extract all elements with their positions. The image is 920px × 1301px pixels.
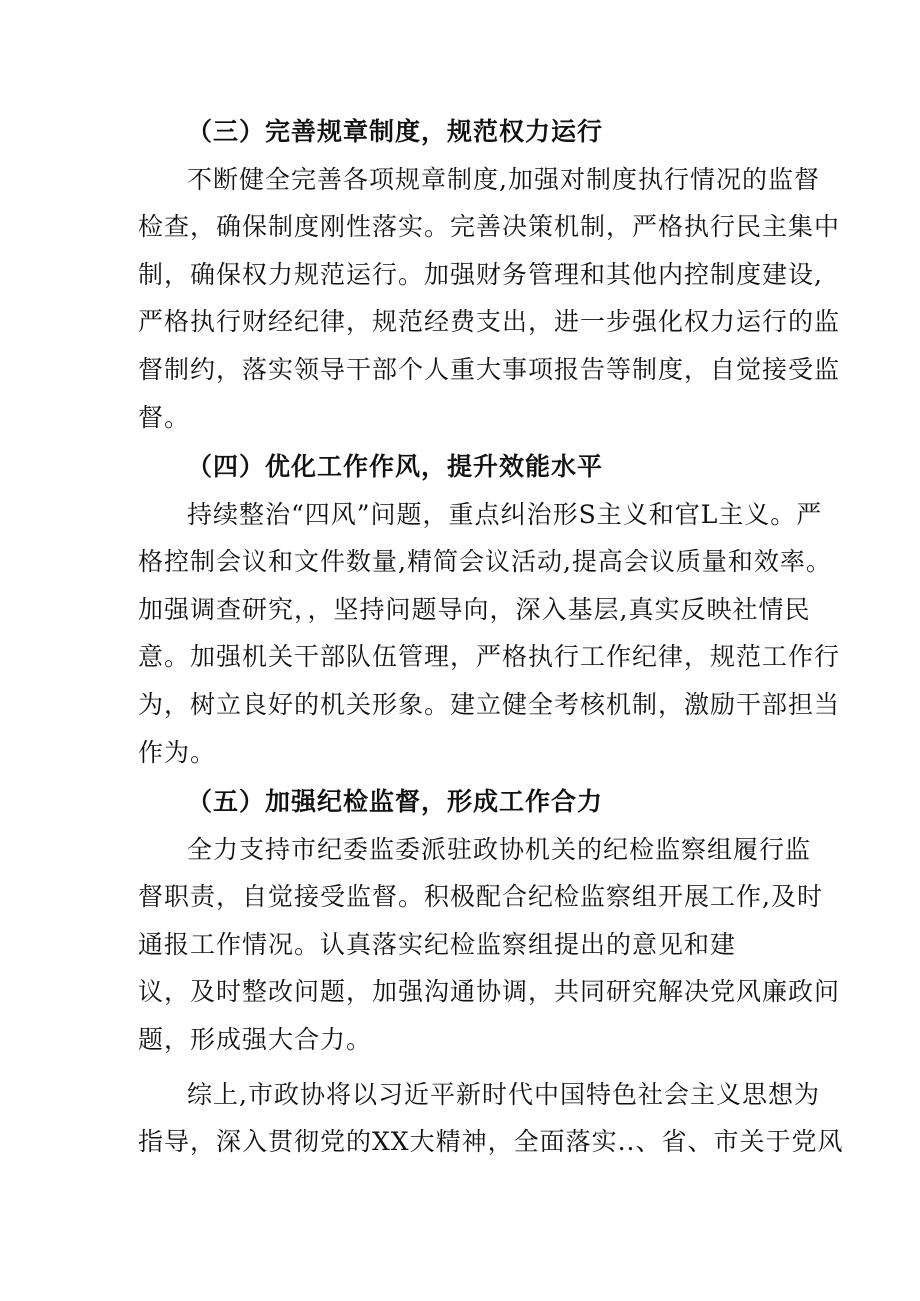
paragraph-line: 意。加强机关干部队伍管理，严格执行工作纪律，规范工作行 [138, 642, 841, 671]
paragraph-line: 督。 [138, 403, 191, 432]
paragraph-line: 为，树立良好的机关形象。建立健全考核机制，激励干部担当 [138, 690, 841, 719]
paragraph-line: 综上,市政协将以习近平新时代中国特色社会主义思想为 [187, 1080, 820, 1109]
section-heading-3: （三）完善规章制度，规范权力运行 [187, 117, 604, 146]
paragraph-line: 通报工作情况。认真落实纪检监察组提出的意见和建 [138, 930, 737, 959]
paragraph-line: 全力支持市纪委监委派驻政协机关的纪检监察组履行监 [187, 835, 812, 864]
paragraph-line: 督制约，落实领导干部个人重大事项报告等制度，自觉接受监 [138, 355, 841, 384]
paragraph-line: 制，确保权力规范运行。加强财务管理和其他内控制度建设, [138, 260, 823, 289]
paragraph-line: 严格执行财经纪律，规范经费支出，进一步强化权力运行的监 [138, 307, 841, 336]
paragraph-line: 议，及时整改问题，加强沟通协调，共同研究解决党风廉政问 [138, 977, 841, 1006]
paragraph-line: 格控制会议和文件数量,精简会议活动,提高会议质量和效率。 [138, 547, 832, 576]
paragraph-line: 题，形成强大合力。 [138, 1025, 373, 1054]
section-heading-4: （四）优化工作作风，提升效能水平 [187, 452, 604, 481]
paragraph-line: 加强调查研究，，坚持问题导向，深入基层,真实反映社情民 [138, 595, 811, 624]
paragraph-line: 检查，确保制度刚性落实。完善决策机制，严格执行民主集中 [138, 212, 841, 241]
paragraph-line: 督职责，自觉接受监督。积极配合纪检监察组开展工作,及时 [138, 882, 823, 911]
paragraph-line: 指导，深入贯彻党的XX大精神，全面落实..、省、市关于党风 [138, 1127, 844, 1156]
paragraph-line: 持续整治“四风”问题，重点纠治形S主义和官L主义。严 [187, 500, 823, 529]
section-heading-5: （五）加强纪检监督，形成工作合力 [187, 787, 604, 816]
paragraph-line: 不断健全完善各项规章制度,加强对制度执行情况的监督 [187, 165, 820, 194]
paragraph-line: 作为。 [138, 738, 217, 767]
